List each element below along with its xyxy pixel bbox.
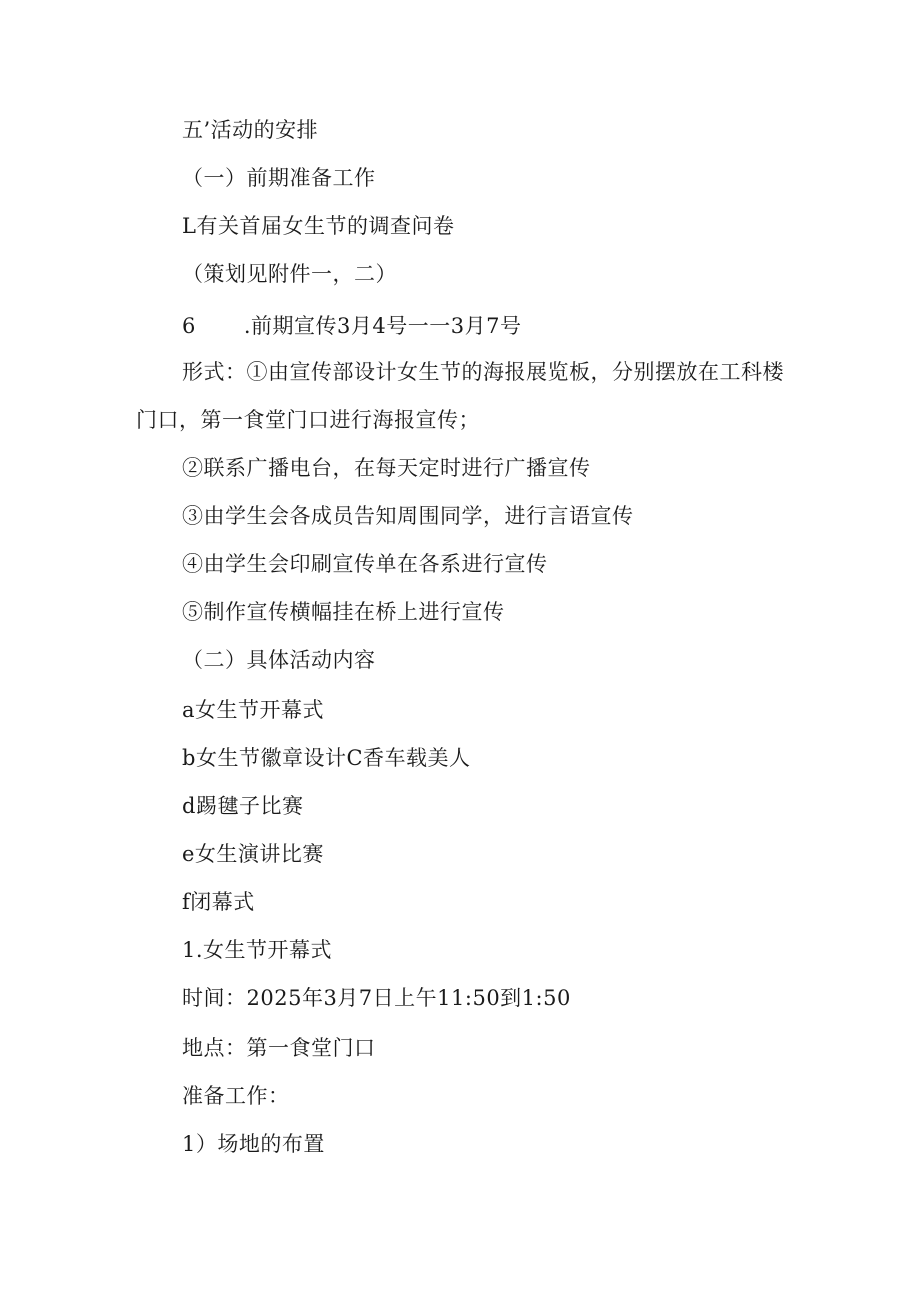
list-item-speech: e女生演讲比赛 <box>182 842 324 866</box>
list-item-radio: ②联系广播电台，在每天定时进行广播宣传 <box>182 456 591 480</box>
subheading-opening-ceremony: 1.女生节开幕式 <box>182 938 333 962</box>
subheading-activities: （二）具体活动内容 <box>182 648 376 672</box>
list-number: 6 <box>182 314 196 338</box>
paragraph-form-line-1: 形式：①由宣传部设计女生节的海报展览板，分别摆放在工科楼 <box>182 360 784 384</box>
paragraph-promotion-period <box>182 312 522 340</box>
list-item-badge-design: b女生节徽章设计C香车载美人 <box>182 746 471 770</box>
list-item-word-of-mouth: ③由学生会各成员告知周围同学，进行言语宣传 <box>182 504 634 528</box>
paragraph-time: 时间：2025年3月7日上午11:50到1:50 <box>182 986 571 1010</box>
paragraph-appendix-note: （策划见附件一，二） <box>182 262 397 286</box>
paragraph-survey: L有关首届女生节的调查问卷 <box>182 214 455 238</box>
list-item-closing: f闭幕式 <box>182 890 255 914</box>
paragraph-form-line-2: 门口，第一食堂门口进行海报宣传； <box>136 408 480 432</box>
paragraph-preparation: 准备工作： <box>182 1084 290 1108</box>
section-heading-activity-arrangement: 五’活动的安排 <box>182 118 319 142</box>
list-item-flyers: ④由学生会印刷宣传单在各系进行宣传 <box>182 552 548 576</box>
list-item-banner: ⑤制作宣传横幅挂在桥上进行宣传 <box>182 600 505 624</box>
paragraph-location: 地点：第一食堂门口 <box>182 1036 376 1060</box>
list-item-opening: a女生节开幕式 <box>182 698 325 722</box>
list-item-venue-setup: 1）场地的布置 <box>182 1132 325 1156</box>
promotion-period-text: .前期宣传3月4号一一3月7号 <box>243 314 522 338</box>
subheading-preparation: （一）前期准备工作 <box>182 166 376 190</box>
list-item-shuttlecock: d踢毽子比赛 <box>182 794 304 818</box>
